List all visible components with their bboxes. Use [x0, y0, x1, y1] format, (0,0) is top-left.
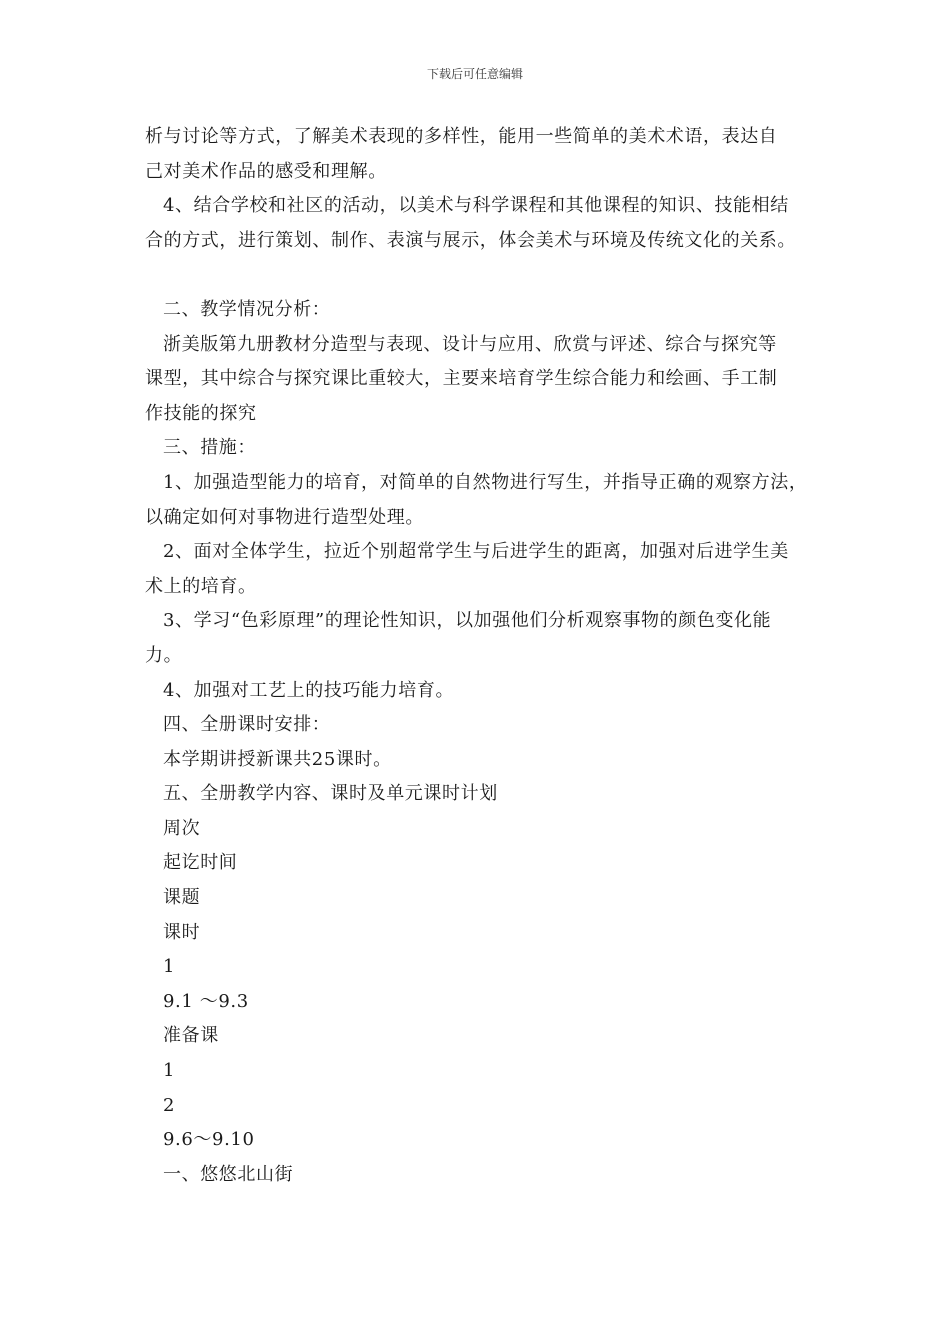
table-cell-line: 2: [163, 1094, 176, 1116]
table-cell-line: 周次: [163, 817, 201, 839]
section-heading: 二、教学情况分析：: [163, 298, 331, 320]
blank-line: [145, 258, 825, 293]
paragraph-line: 术上的培育。: [145, 575, 257, 597]
section-heading: 五、全册教学内容、课时及单元课时计划: [163, 783, 498, 805]
paragraph-line: 析与讨论等方式，了解美术表现的多样性，能用一些简单的美术术语，表达自: [145, 126, 778, 147]
page-header: 下载后可任意编辑: [426, 67, 523, 81]
table-cell-line: 起讫时间: [163, 852, 238, 874]
document-body: [145, 120, 825, 1192]
table-cell-line: 一、悠悠北山街: [163, 1163, 294, 1185]
paragraph-line: 4、加强对工艺上的技巧能力培育。: [163, 679, 455, 701]
table-cell-line: 9.1 ～9.3: [163, 990, 249, 1012]
table-cell-line: 准备课: [163, 1025, 219, 1047]
paragraph-line: 4、结合学校和社区的活动，以美术与科学课程和其他课程的知识、技能相结: [163, 195, 789, 217]
paragraph-line: 2、面对全体学生，拉近个别超常学生与后进学生的距离，加强对后进学生美: [163, 541, 789, 563]
paragraph-line: 己对美术作品的感受和理解。: [145, 160, 387, 182]
paragraph-line: 本学期讲授新课共25课时。: [163, 748, 392, 770]
paragraph-line: 以确定如何对事物进行造型处理。: [145, 506, 424, 528]
table-cell-line: 1: [163, 956, 176, 978]
table-cell-line: 课题: [163, 887, 201, 909]
section-heading: 四、全册课时安排：: [163, 714, 331, 736]
paragraph-line: 课型，其中综合与探究课比重较大，主要来培育学生综合能力和绘画、手工制: [145, 368, 778, 390]
paragraph-line: 力。: [145, 644, 183, 666]
paragraph-line: 1、加强造型能力的培育，对简单的自然物进行写生，并指导正确的观察方法，: [163, 471, 808, 493]
paragraph-line: 浙美版第九册教材分造型与表现、设计与应用、欣赏与评述、综合与探究等: [163, 333, 777, 355]
table-cell-line: 1: [163, 1060, 176, 1082]
table-cell-line: 9.6～9.10: [163, 1129, 255, 1151]
paragraph-line: 作技能的探究: [145, 402, 257, 424]
paragraph-line: 合的方式，进行策划、制作、表演与展示，体会美术与环境及传统文化的关系。: [145, 229, 796, 251]
table-cell-line: 课时: [163, 921, 201, 943]
paragraph-line: 3、学习“色彩原理”的理论性知识，以加强他们分析观察事物的颜色变化能: [163, 610, 772, 632]
section-heading: 三、措施：: [163, 437, 256, 459]
